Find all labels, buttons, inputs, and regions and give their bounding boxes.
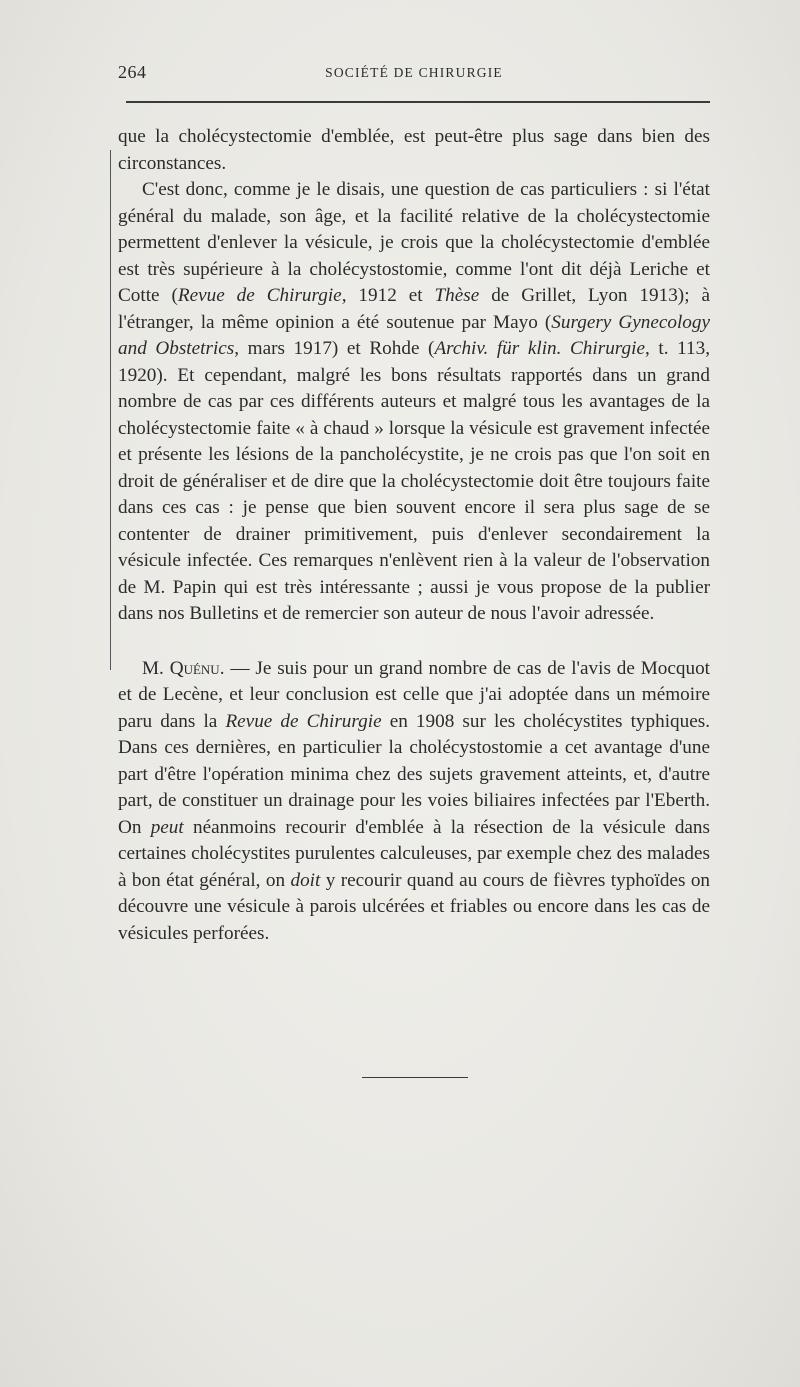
citation-revue-de-chirurgie-1908: Revue de Chirurgie	[225, 710, 382, 732]
margin-mark	[110, 150, 111, 670]
emphasis-doit: doit	[290, 869, 321, 891]
paragraph-2-text-d: , mars 1917) et Rohde (	[234, 338, 435, 359]
paragraph-3-text-a: . — Je suis pour un grand nombre de cas de l'avis de Mocquot et de Lecène, et leur conclusion est celle que j'ai adoptée dans un mémoire paru dans la	[118, 657, 711, 732]
closing-rule	[362, 1077, 468, 1078]
paragraph-3	[118, 656, 710, 948]
paragraph-3-text-c: néanmoins recourir d'emblée à la résection de la vésicule dans certaines cholécystites purulentes calculeuses, par exemple chez des malades à bon état général, on	[118, 816, 710, 891]
citation-archiv-klin-chirurgie: Archiv. für klin. Chirurgie	[434, 338, 645, 359]
running-title: SOCIÉTÉ DE CHIRURGIE	[325, 65, 503, 80]
header-rule	[126, 101, 710, 103]
paragraph-2-text-b: , 1912 et	[341, 285, 435, 306]
citation-surgery-gynecology: Surgery Gynecology and Obstetrics	[118, 311, 711, 359]
paragraph-2-text-c: de Grillet, Lyon 1913); à l'étranger, la même opinion a été soutenue par Mayo (	[118, 285, 710, 333]
paragraph-2-text-a: C'est donc, comme je le disais, une question de cas particuliers : si l'état général du malade, son âge, et la facilité relative de la cholécystectomie permettent d'enlever la vésicule, je crois que la cholécystectomie d'emblée est très supérieure à la cholécystostomie, comme l'ont dit déjà Leriche et Cotte (	[118, 179, 710, 306]
emphasis-peut: peut	[150, 816, 184, 838]
paragraph-3-text-b: en 1908 sur les cholécystites typhiques. Dans ces dernières, en particulier la cholécystostomie a cet avantage d'une part d'être l'opération minima chez des sujets gravement atteints, et, d'autre part, de constituer un drainage pour les voies biliaires infectées par l'Eberth. On	[118, 710, 711, 838]
paragraph-1-text: que la cholécystectomie d'emblée, est peut-être plus sage dans bien des circonstances.	[118, 126, 710, 174]
speaker-name: Quénu	[169, 657, 220, 679]
page-number: 264	[118, 62, 147, 82]
paragraph-2	[118, 177, 710, 628]
speaker-prefix: M.	[142, 657, 170, 679]
paragraph-3-text-d: y recourir quand au cours de fièvres typhoïdes on découvre une vésicule à parois ulcérées et friables ou encore dans les cas de vésicules perforées.	[118, 869, 711, 944]
citation-revue-de-chirurgie-1912: Revue de Chirurgie	[177, 285, 342, 306]
page-header	[118, 62, 710, 90]
citation-these: Thèse	[434, 285, 480, 306]
paragraph-1	[118, 124, 710, 177]
body-text	[118, 124, 710, 947]
paragraph-2-text-e: , t. 113, 1920). Et cependant, malgré les bons résultats rapportés dans un grand nombre de cas par ces différents auteurs et malgré tous les avantages de la cholécystectomie faite « à chaud » lorsque la vésicule est gravement infectée et présente les lésions de la pancholécystite, je ne crois pas que l'on soit en droit de généraliser et de dire que la cholécystectomie doit être toujours faite dans ces cas : je pense que bien souvent encore il sera plus sage de se contenter de drainer primitivement, puis d'enlever secondairement la vésicule infectée. Ces remarques n'enlèvent rien à la valeur de l'observation de M. Papin qui est très intéressante ; aussi je vous propose de la publier dans nos Bulletins et de remercier son auteur de nous l'avoir adressée.	[118, 338, 710, 624]
